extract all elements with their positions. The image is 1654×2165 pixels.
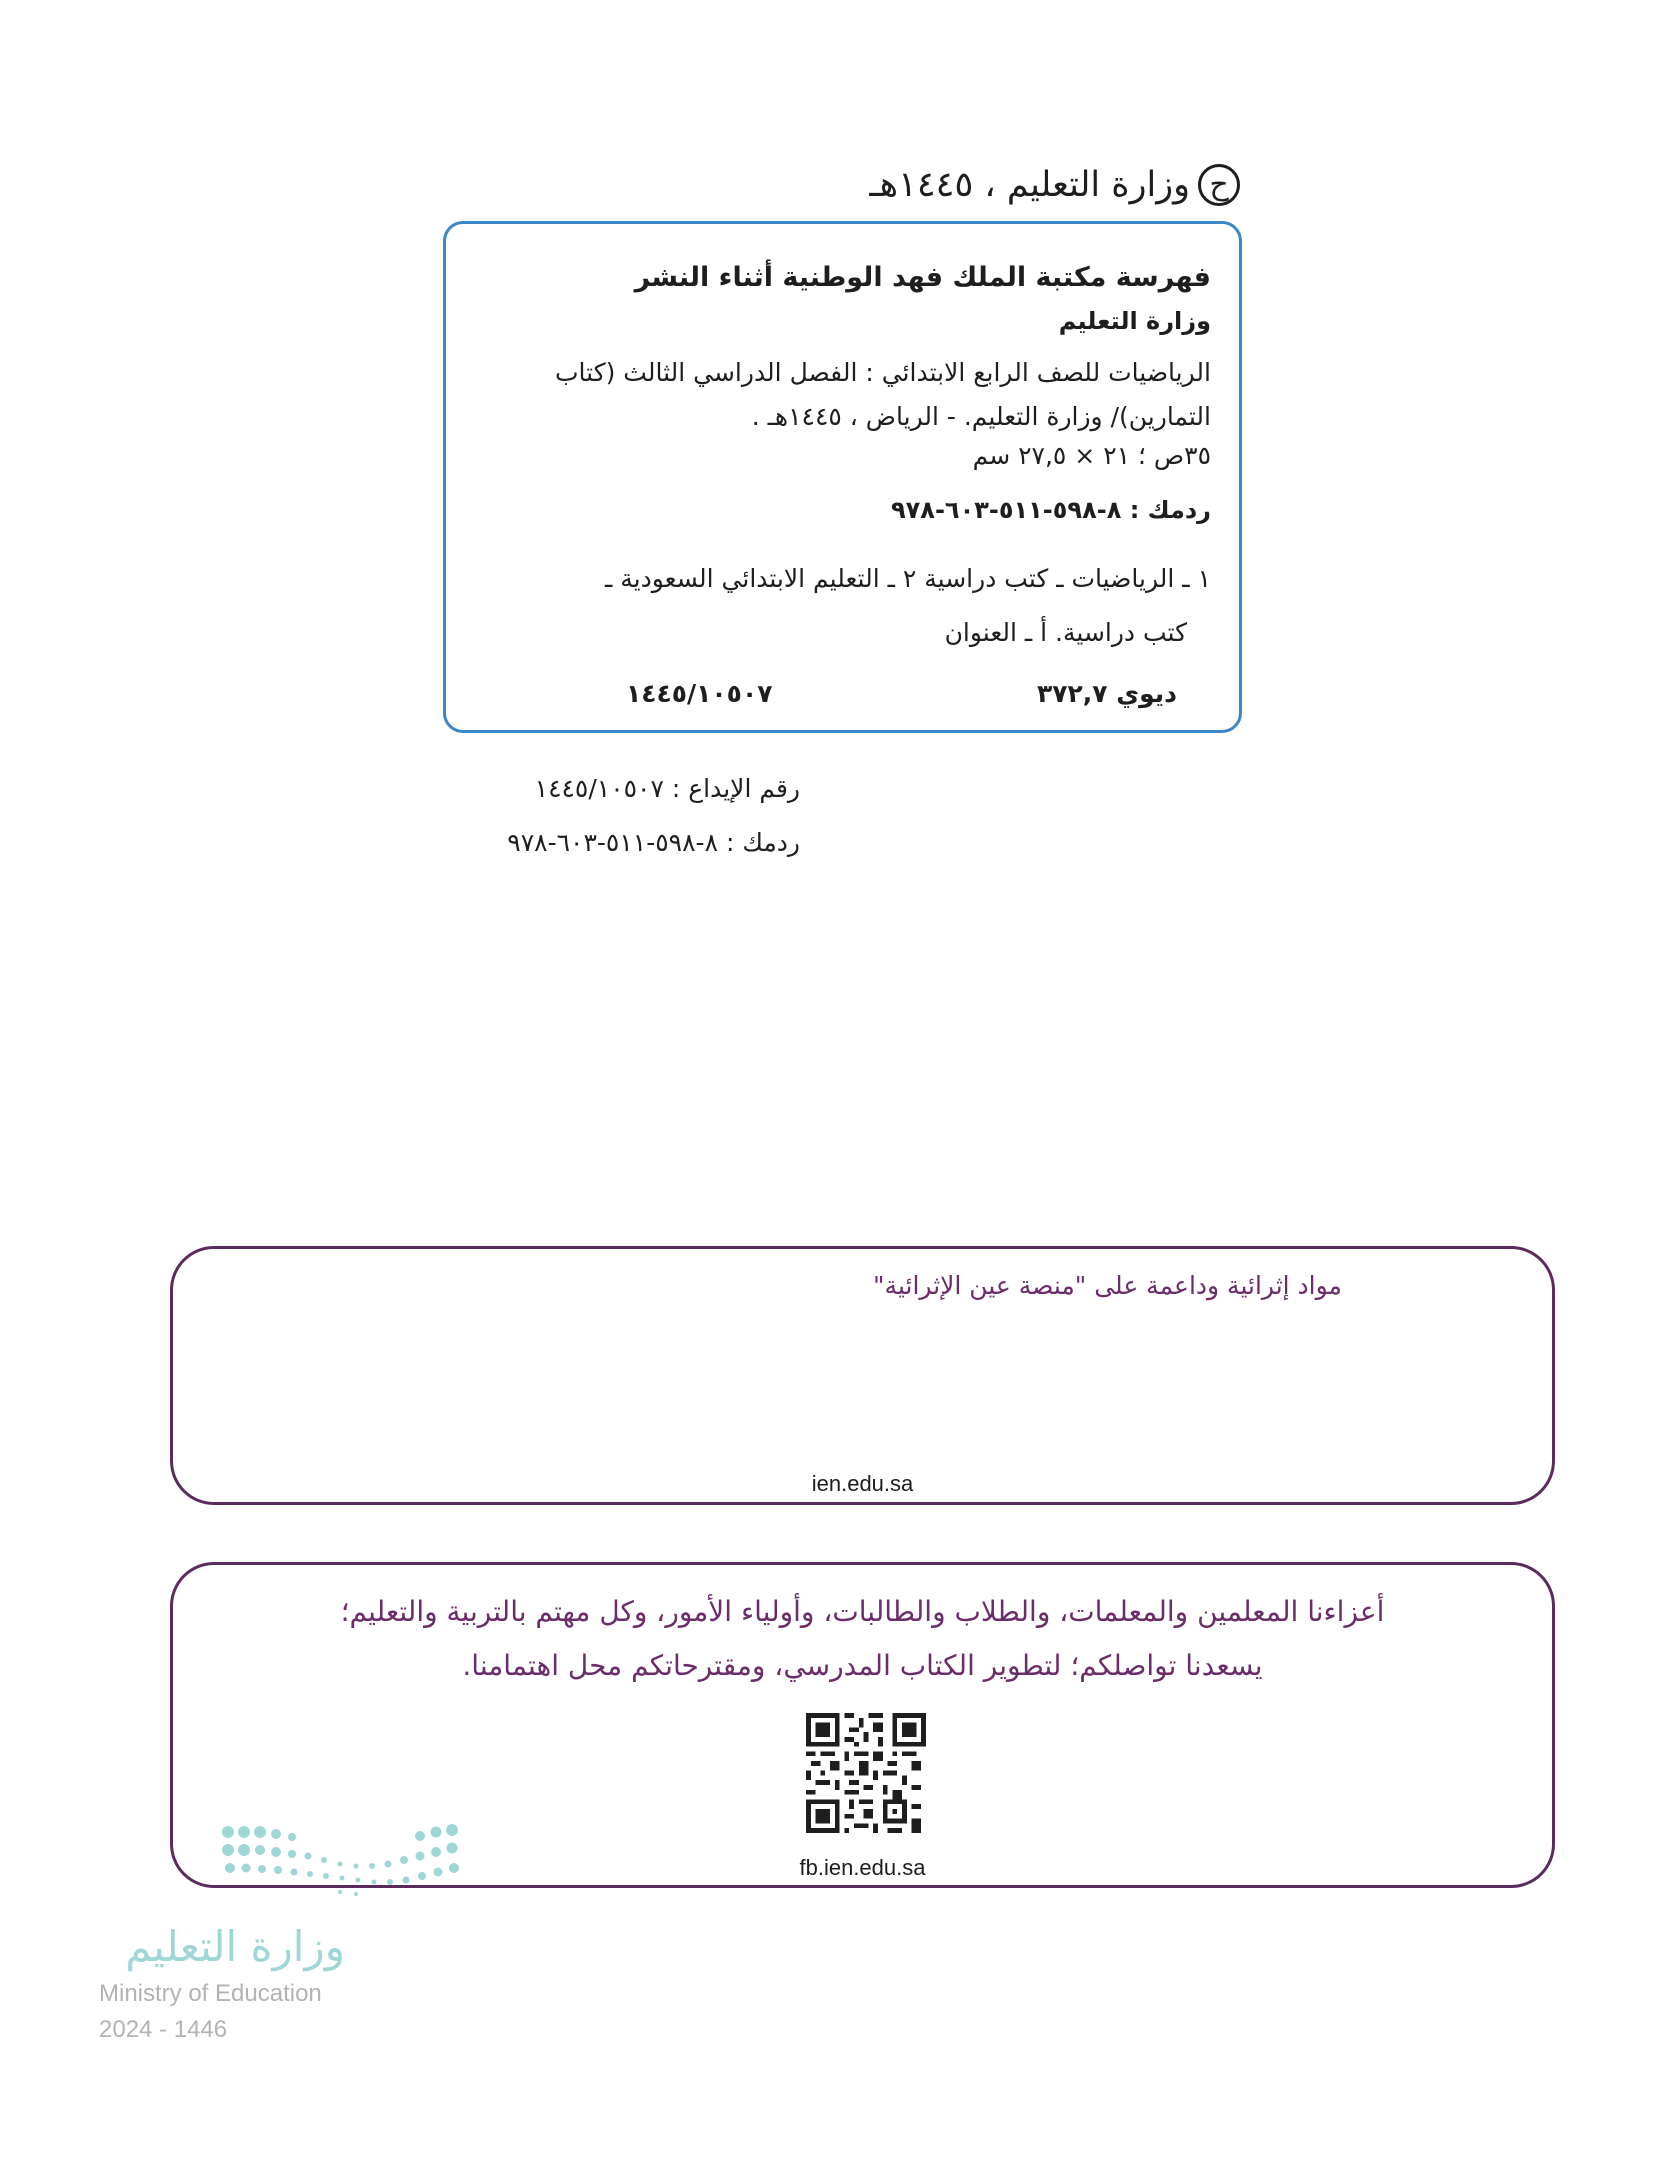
enrichment-link[interactable]: ien.edu.sa xyxy=(811,1471,914,1496)
feedback-line1: أعزاءنا المعلمين والمعلمات، والطلاب والطالبات، وأولياء الأمور، وكل مهتم بالتربية والتعليم؛ xyxy=(340,1595,1385,1628)
catalog-subjects-line2: كتب دراسية. أ ـ العنوان xyxy=(944,618,1187,647)
catalog-dewey: ديوي ٣٧٢,٧ xyxy=(1036,679,1177,708)
deposit-block xyxy=(420,762,800,870)
feedback-line2: يسعدنا تواصلكم؛ لتطوير الكتاب المدرسي، ومقترحاتكم محل اهتمامنا. xyxy=(462,1649,1263,1682)
deposit-isbn: ردمك : ٨-٥٩٨-٥١١-٦٠٣-٩٧٨ xyxy=(507,828,800,857)
catalog-box xyxy=(443,221,1242,733)
enrichment-title: مواد إثرائية وداعمة على "منصة عين الإثرائية" xyxy=(873,1271,1342,1300)
logo-year: 2024 - 1446 xyxy=(99,2016,228,2043)
logo-dots-icon xyxy=(220,1822,470,1902)
catalog-footer xyxy=(506,679,1177,708)
copyright-mark: ح xyxy=(1198,164,1240,206)
enrichment-box xyxy=(170,1246,1555,1505)
copyright-text: وزارة التعليم ، ١٤٤٥هـ xyxy=(869,165,1190,205)
catalog-isbn: ردمك : ٨-٥٩٨-٥١١-٦٠٣-٩٧٨ xyxy=(891,496,1211,524)
deposit-number: رقم الإيداع : ١٤٤٥/١٠٥٠٧ xyxy=(534,774,800,803)
logo-arabic: وزارة التعليم xyxy=(125,1922,345,1971)
logo-english: Ministry of Education xyxy=(99,1980,322,2007)
feedback-link[interactable]: fb.ien.edu.sa xyxy=(799,1855,926,1880)
copyright-line xyxy=(760,158,1240,212)
catalog-description: الرياضيات للصف الرابع الابتدائي : الفصل الدراسي الثالث (كتاب التمارين)/ وزارة التعليم. - الرياض ، ١٤٤٥هـ . xyxy=(555,358,1211,431)
catalog-subjects xyxy=(506,552,1211,660)
catalog-author: وزارة التعليم xyxy=(1058,307,1211,335)
catalog-deposit: ١٤٤٥/١٠٥٠٧ xyxy=(626,679,773,708)
ministry-logo xyxy=(95,1822,475,2062)
catalog-pages: ٣٥ص ؛ ٢١ × ٢٧,٥ سم xyxy=(972,441,1211,470)
qr-code-icon[interactable] xyxy=(806,1713,926,1833)
catalog-subjects-line1: ١ ـ الرياضيات ـ كتب دراسية ٢ ـ التعليم الابتدائي السعودية ـ xyxy=(604,564,1211,593)
catalog-title: فهرسة مكتبة الملك فهد الوطنية أثناء النشر xyxy=(634,262,1211,293)
